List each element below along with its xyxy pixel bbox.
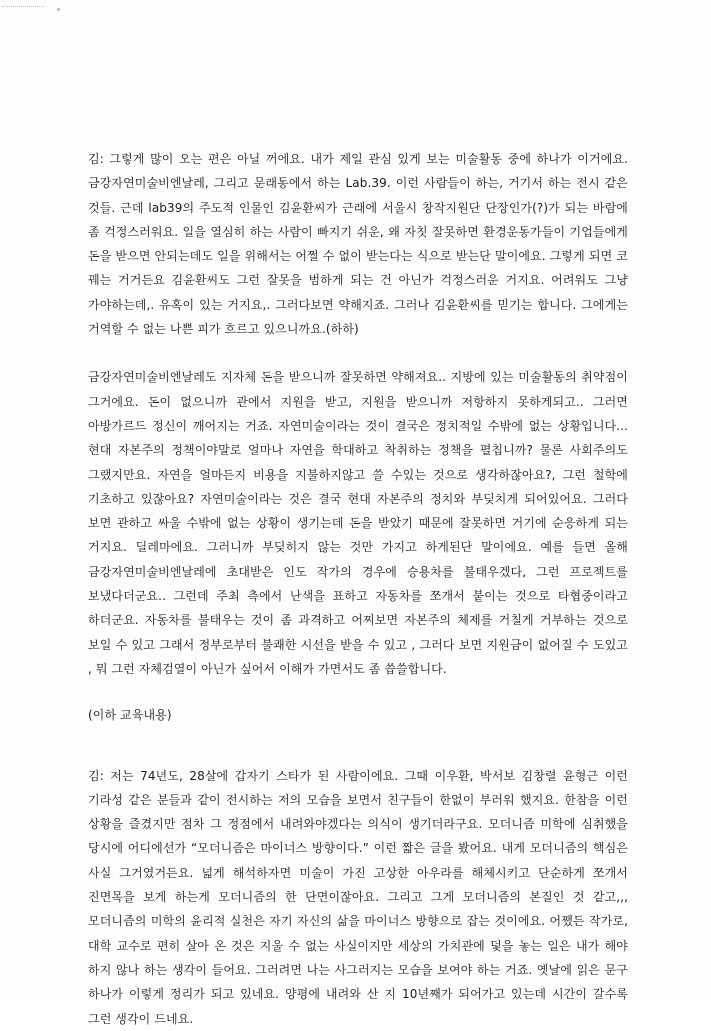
paragraph-section-note: (이하 교육내용) bbox=[88, 708, 172, 723]
document-body bbox=[88, 147, 628, 1031]
paragraph-interview-kim-2: 김: 저는 74년도, 28살에 갑자기 스타가 된 사람이에요. 그때 이우환, 박서보 김창렬 윤형근 이런 기라성 같은 분들과 같이 전시하는 저의 모습을 보면서 친구들이 한없이 부러워 했지요. 한참을 이런 상황을 즐겼지만 점차 그 정점에서 내려와야겠다는 의식이 생기더라구요. 모더니즘 미학에 심취했을 당시에 어디에선가 “모더니즘은 마이너스 방향이다.” 이런 짧은 글을 봤어요. 내게 모더니즘의 핵심은 사실 그거였거든요. 넓게 해석하자면 미술이 가진 고상한 아우라를 해체시키고 단순하게 쪼개서 진면목을 보게 하는게 모더니즘의 한 단면이잖아요. 그리고 그게 모더니즘의 본질인 것 같고,,, 모더니즘의 미학의 윤리적 실천은 자기 자신의 삶을 마이너스 방향으로 잡는 것이에요. 어쨌든 작가로, 대학 교수로 편히 살아 온 것은 지울 수 없는 사실이지만 세상의 가치관에 덫을 놓는 일은 내가 해야 하지 않나 하는 생각이 들어요. 그러려면 나는 사그러지는 모습을 보여야 하는 거죠. 옛날에 읽은 문구 하나가 이렇게 정리가 되고 있네요. 양평에 내려와 산 지 10년째가 되어가고 있는데 시간이 갈수록 그런 생각이 드네요. bbox=[88, 768, 628, 1026]
scan-mark bbox=[2, 6, 44, 10]
scan-dot bbox=[57, 8, 60, 11]
paragraph-interview-kim-1: 김: 그렇게 많이 오는 편은 아닐 꺼에요. 내가 제일 관심 있게 보는 미술활동 중에 하나가 이거에요. 금강자연미술비엔날레, 그리고 문래동에서 하는 Lab.39. 이런 사람들이 하는, 거기서 하는 전시 같은 것들. 근데 lab39의 주도적 인물인 김윤환씨가 근래에 서울시 창작지원단 단장인가(?)가 되는 바람에 좀 걱정스러워요. 일을 열심히 하는 사람이 빠지기 쉬운, 왜 자칫 잘못하면 환경운동가들이 기업들에게 돈을 받으면 안되는데도 일을 위해서는 어쩔 수 없이 받는다는 식으로 받는단 말이에요. 그렇게 되면 코 꿰는 거거든요 김윤환씨도 그런 잘못을 범하게 되는 건 아닌가 걱정스러운 거지요. 어려워도 그냥 가야하는데,. 유혹이 있는 거지요,. 그러다보면 약해지죠. 그러나 김윤환씨를 믿기는 합니다. 그에게는 거역할 수 없는 나쁜 피가 흐르고 있으니까요.(하하) bbox=[88, 152, 628, 337]
paragraph-biennale: 금강자연미술비엔날레도 지자체 돈을 받으니까 잘못하면 약해져요.. 지방에 있는 미술활동의 취약점이 그거에요. 돈이 없으니까 관에서 지원을 받고, 지원을 받으니까 저항하지 못하게되고.. 그러면 아방가르드 정신이 깨어지는 거죠. 자연미술이라는 것이 결국은 정치적일 수밖에 없는 상황입니다... 현대 자본주의 정책이야말로 얼마나 자연을 학대하고 착취하는 정책을 펼칩니까? 물론 사회주의도 그랬지만요. 자연을 얼마든지 비용을 지불하지않고 쓸 수있는 것으로 생각하잖아요?, 그런 철학에 기초하고 있잖아요? 자연미술이라는 것은 결국 현대 자본주의 정치와 부딪치게 되어있어요. 그러다 보면 관하고 싸울 수밖에 없는 상황이 생기는데 돈을 받았기 때문에 잘못하면 거기에 순응하게 되는 거지요. 딜레마에요. 그러니까 부딪히지 않는 것만 가지고 하게된단 말이에요. 예를 들면 올해 금강자연미술비엔날레에 초대받은 인도 작가의 경우에 승용차를 불태우겠다, 그런 프로젝트를 보냈다더군요.. 그런데 주최 측에서 난색을 표하고 자동차를 쪼개서 붙이는 것으로 타협중이라고 하더군요. 자동차를 불태우는 것이 좀 과격하고 어찌보면 자본주의 체제를 거칠게 거부하는 것으로 보일 수 있고 그래서 정부로부터 불쾌한 시선을 받을 수 있고 , 그러다 보면 지원금이 없어질 수 도있고 , 뭐 그런 자체검열이 아닌가 싶어서 이해가 가면서도 좀 씁쓸합니다. bbox=[88, 370, 628, 676]
